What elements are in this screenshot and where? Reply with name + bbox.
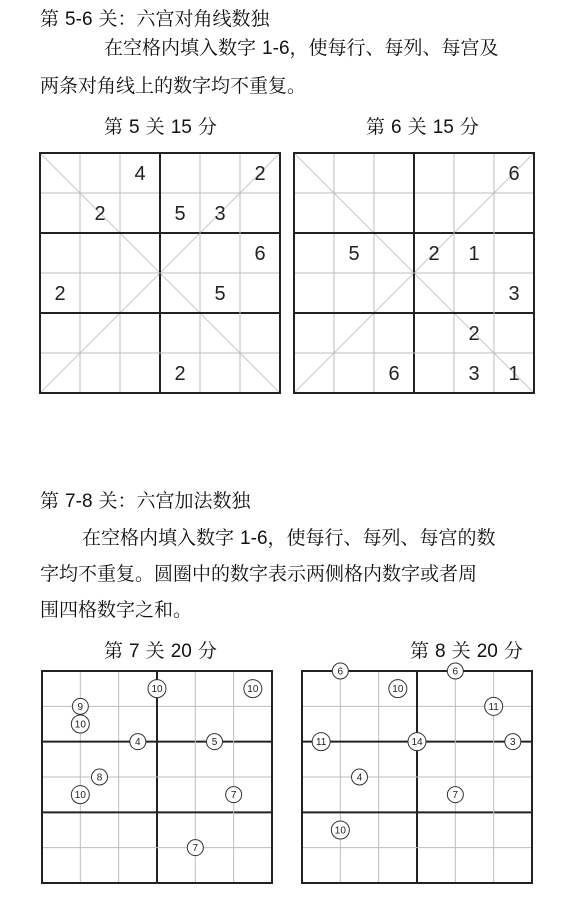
given-digit: 2 <box>254 163 266 185</box>
given-digit: 5 <box>348 243 360 265</box>
sum-clue-value: 10 <box>247 684 259 696</box>
given-digit: 3 <box>508 283 520 305</box>
given-digit: 6 <box>388 363 400 385</box>
sum-clue-value: 10 <box>334 825 346 837</box>
section-1-instructions-line-2: 两条对角线上的数字均不重复。 <box>40 75 307 97</box>
given-digit: 5 <box>174 203 186 225</box>
sum-clue-value: 10 <box>392 684 404 696</box>
section-2-instructions-line-1: 在空格内填入数字 1-6，使每行、每列、每宫的数 <box>82 527 496 549</box>
given-digit: 6 <box>254 243 266 265</box>
sum-clue-value: 7 <box>230 790 237 802</box>
puzzle-8-caption: 第 8 关 20 分 <box>410 640 523 662</box>
sum-clue-value: 6 <box>337 666 344 678</box>
given-digit: 6 <box>508 163 520 185</box>
sum-clue-value: 4 <box>135 737 141 749</box>
section-2-instructions-line-2: 字均不重复。圆圈中的数字表示两侧格内数字或者周 <box>40 563 478 585</box>
puzzle-5-caption: 第 5 关 15 分 <box>104 116 217 138</box>
given-digit: 2 <box>174 363 186 385</box>
given-digit: 1 <box>508 363 520 385</box>
puzzle-6-grid <box>294 153 534 393</box>
puzzle-7-caption: 第 7 关 20 分 <box>104 640 217 662</box>
given-digit: 1 <box>468 243 480 265</box>
section-1-title: 第 5-6 关：六宫对角线数独 <box>40 8 270 30</box>
section-2-instructions-line-3: 围四格数字之和。 <box>40 599 193 621</box>
sum-clue-value: 6 <box>452 666 459 678</box>
given-digit: 2 <box>428 243 440 265</box>
given-digit: 4 <box>134 163 146 185</box>
sum-clue-value: 7 <box>452 790 459 802</box>
puzzle-5-grid <box>40 153 280 393</box>
sum-clue-value: 9 <box>77 701 84 713</box>
given-digit: 2 <box>468 323 480 345</box>
sum-clue-value: 3 <box>510 737 516 749</box>
sum-clue-value: 10 <box>74 719 86 731</box>
given-digit: 3 <box>214 203 226 225</box>
section-1-instructions-line-1: 在空格内填入数字 1-6，使每行、每列、每宫及 <box>104 37 499 59</box>
given-digit: 5 <box>214 283 226 305</box>
puzzle-6-caption: 第 6 关 15 分 <box>366 116 479 138</box>
sum-clue-value: 11 <box>315 737 327 749</box>
given-digit: 2 <box>94 203 106 225</box>
puzzle-8-grid <box>302 666 532 883</box>
sum-clue-value: 8 <box>96 772 103 784</box>
sum-clue-value: 4 <box>356 772 363 784</box>
puzzle-7-grid <box>42 671 272 883</box>
sum-clue-value: 7 <box>192 843 199 855</box>
given-digit: 2 <box>54 283 66 305</box>
given-digit: 3 <box>468 363 480 385</box>
sum-clue-value: 14 <box>411 737 423 749</box>
sum-clue-value: 10 <box>151 684 163 696</box>
sum-clue-value: 5 <box>211 737 218 749</box>
sum-clue-value: 11 <box>488 701 499 713</box>
section-2-title: 第 7-8 关：六宫加法数独 <box>40 490 251 512</box>
sum-clue-value: 10 <box>74 790 86 802</box>
